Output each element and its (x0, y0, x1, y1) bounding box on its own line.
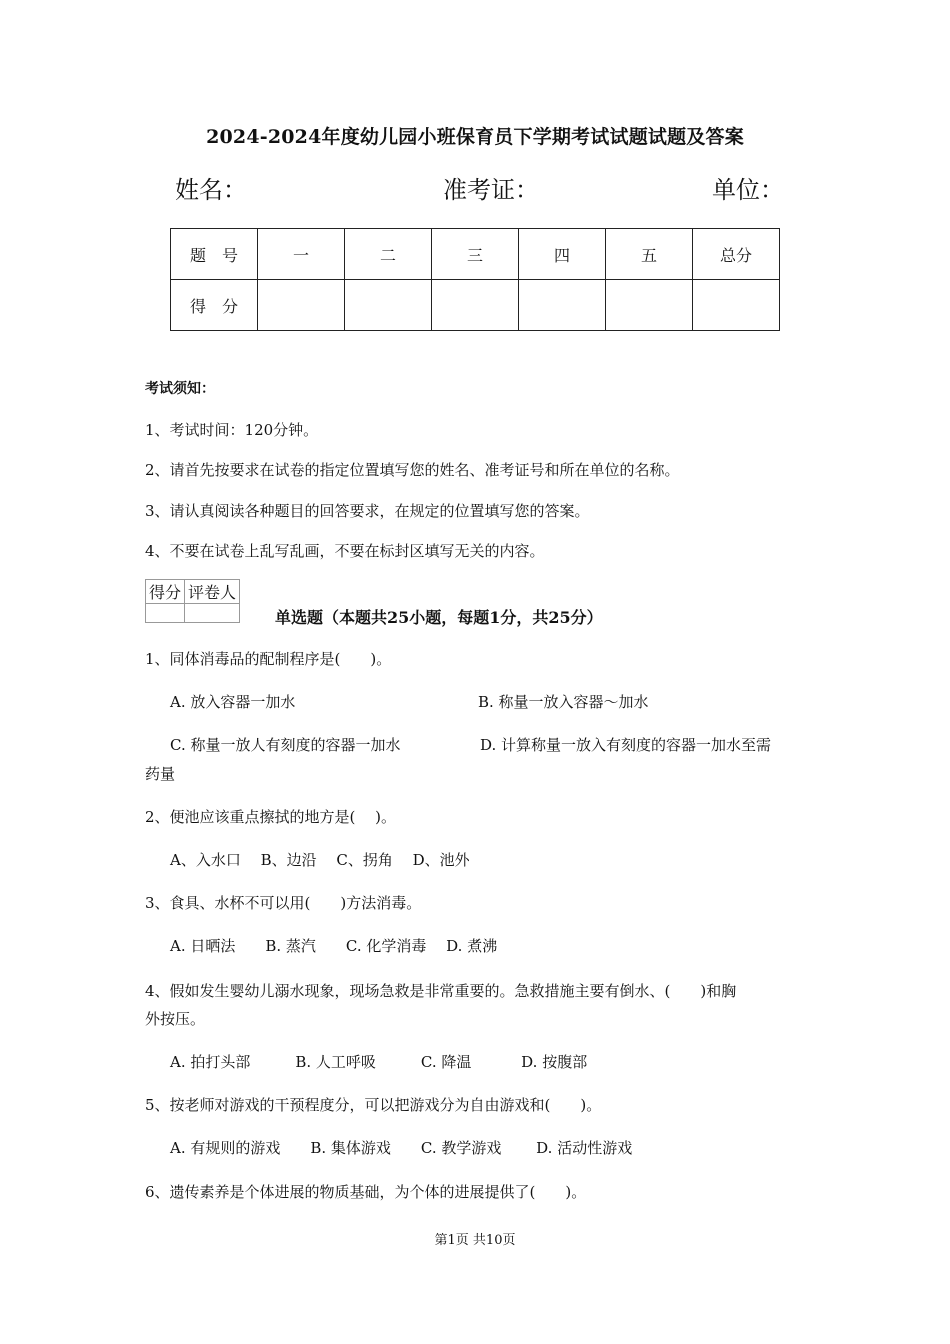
question-stem: 1、同体消毒品的配制程序是( )。 (145, 650, 392, 668)
header-cell-3: 三 (432, 229, 519, 280)
grader-score-cell[interactable] (146, 604, 185, 623)
section-title: 单选题（本题共25小题，每题1分，共25分） (275, 608, 603, 627)
notice-item: 3、请认真阅读各种题目的回答要求，在规定的位置填写您的答案。 (145, 502, 590, 520)
score-cell[interactable] (345, 280, 432, 331)
header-cell-1: 一 (258, 229, 345, 280)
unit-label: 单位： (712, 176, 784, 204)
question-option: D. 计算称量一放入有刻度的容器一加水至需 (480, 736, 772, 754)
header-cell-4: 四 (519, 229, 606, 280)
header-cell-total: 总分 (693, 229, 780, 280)
grader-name-label: 评卷人 (185, 580, 240, 604)
header-cell-2: 二 (345, 229, 432, 280)
question-options: A. 有规则的游戏 B. 集体游戏 C. 教学游戏 D. 活动性游戏 (170, 1139, 633, 1157)
question-options: A. 拍打头部 B. 人工呼吸 C. 降温 D. 按腹部 (170, 1053, 588, 1071)
question-stem: 6、遗传素养是个体进展的物质基础，为个体的进展提供了( )。 (145, 1183, 587, 1201)
header-cell-5: 五 (606, 229, 693, 280)
grader-box (145, 579, 240, 623)
question-options: A、入水口 B、边沿 C、拐角 D、池外 (170, 851, 470, 869)
question-option: A. 放入容器一加水 (170, 693, 296, 711)
notice-title: 考试须知： (145, 381, 215, 397)
page-footer: 第1页 共10页 (434, 1233, 516, 1248)
question-option: C. 称量一放人有刻度的容器一加水 (170, 736, 401, 754)
question-option-continuation: 药量 (145, 765, 176, 783)
question-option: B. 称量一放入容器～加水 (478, 693, 649, 711)
score-cell[interactable] (432, 280, 519, 331)
name-label: 姓名： (175, 176, 247, 204)
grader-score-label: 得分 (146, 580, 185, 604)
score-cell[interactable] (606, 280, 693, 331)
score-table-score-row (171, 280, 780, 331)
notice-item: 2、请首先按要求在试卷的指定位置填写您的姓名、准考证号和所在单位的名称。 (145, 461, 680, 479)
exam-id-label: 准考证： (443, 176, 539, 204)
score-table-header-row (171, 229, 780, 280)
notice-item: 4、不要在试卷上乱写乱画，不要在标封区填写无关的内容。 (145, 542, 545, 560)
grader-name-cell[interactable] (185, 604, 240, 623)
question-stem: 3、食具、水杯不可以用( )方法消毒。 (145, 894, 422, 912)
question-options: A. 日晒法 B. 蒸汽 C. 化学消毒 D. 煮沸 (170, 937, 498, 955)
score-row-label: 得 分 (171, 280, 258, 331)
document-title: 2024-2024年度幼儿园小班保育员下学期考试试题试题及答案 (206, 126, 744, 148)
notice-item: 1、考试时间：120分钟。 (145, 421, 319, 439)
score-table (170, 228, 780, 331)
score-cell[interactable] (693, 280, 780, 331)
score-cell[interactable] (258, 280, 345, 331)
question-stem: 4、假如发生婴幼儿溺水现象，现场急救是非常重要的。急救措施主要有倒水、( )和胸 (145, 982, 737, 1000)
question-stem: 2、便池应该重点擦拭的地方是( )。 (145, 808, 397, 826)
header-cell-label: 题 号 (171, 229, 258, 280)
question-stem: 5、按老师对游戏的干预程度分，可以把游戏分为自由游戏和( )。 (145, 1096, 602, 1114)
question-stem-continuation: 外按压。 (145, 1010, 206, 1028)
score-cell[interactable] (519, 280, 606, 331)
